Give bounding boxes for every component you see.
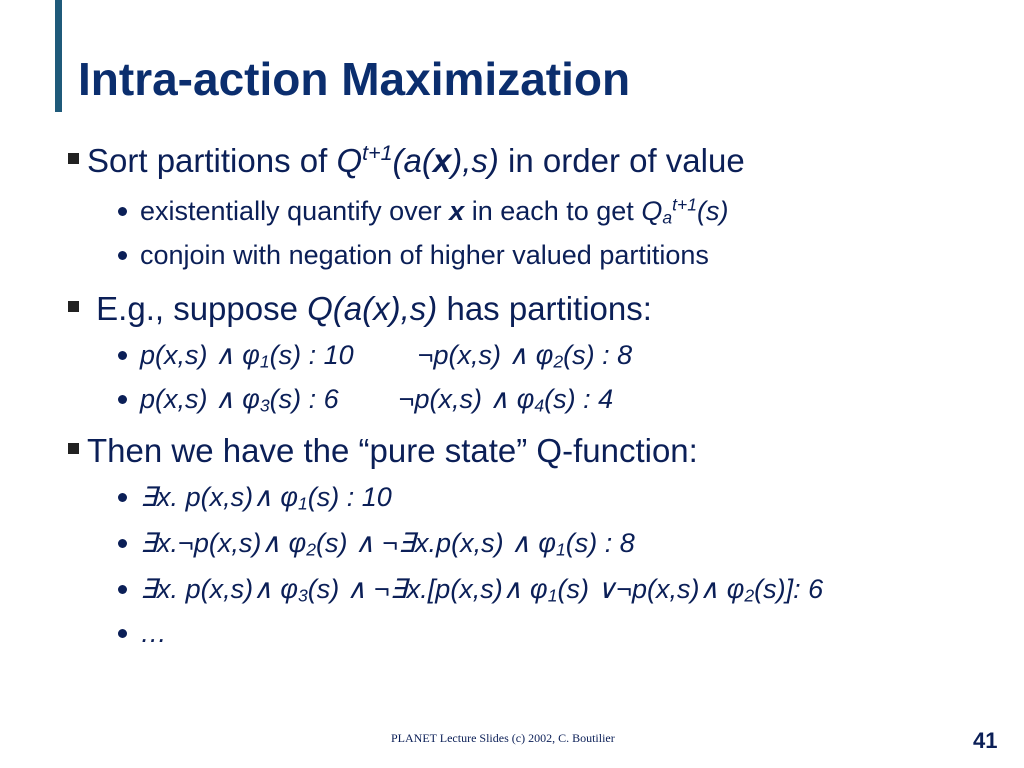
square-bullet-icon — [68, 443, 79, 454]
bullet-text-tail: in order of value — [498, 142, 745, 179]
dot-bullet-icon — [118, 585, 127, 594]
bullet-eg-suppose: E.g., suppose Q(a(x),s) has partitions: — [68, 292, 652, 325]
footer-credit: PLANET Lecture Slides (c) 2002, C. Boutilier — [391, 731, 615, 745]
title-accent-bar — [55, 0, 62, 112]
sub-bullet-qfunc-3: ∃x. p(x,s)∧ $\varphi_3(s)$ ∧ ¬∃x.[p(x,s)∧ $\varphi_1(s)$ ∨¬p(x,s)∧ $\varphi_2(s)$]: 6 — [118, 576, 823, 603]
sub-bullet-partitions-1: p(x,s) ∧ $\varphi_1(s)$ : 10 ¬p(x,s) ∧ $\varphi_2(s)$ : 8 — [118, 342, 632, 369]
dot-bullet-icon — [118, 539, 127, 548]
sub-bullet-partitions-2: p(x,s) ∧ $\varphi_3(s)$ : 6 ¬p(x,s) ∧ $\varphi_4(s)$ : 4 — [118, 386, 613, 413]
dot-bullet-icon — [118, 629, 127, 638]
sub-bullet-qfunc-2: ∃x.¬p(x,s)∧ $\varphi_2(s)$ ∧ ¬∃x.p(x,s) ∧ $\varphi_1(s)$ : 8 — [118, 530, 635, 557]
square-bullet-icon — [68, 301, 79, 312]
q-symbol: $Q^{t+1}(a(x),s)$ — [336, 141, 499, 179]
dot-bullet-icon — [118, 207, 127, 216]
bullet-pure-state: Then we have the “pure state” Q-function: — [68, 434, 698, 467]
dot-bullet-icon — [118, 251, 127, 260]
sub-bullet-existentially: existentially quantify over x in each to get $Q_a^{t+1}(s)$ — [118, 198, 728, 225]
dot-bullet-icon — [118, 493, 127, 502]
page-number: 41 — [973, 728, 998, 753]
dot-bullet-icon — [118, 351, 127, 360]
square-bullet-icon — [68, 153, 79, 164]
sub-bullet-qfunc-1: ∃x. p(x,s)∧ $\varphi_1(s)$ : 10 — [118, 484, 392, 511]
sub-bullet-conjoin: conjoin with negation of higher valued partitions — [118, 242, 709, 269]
slide-title: Intra-action Maximization — [78, 53, 631, 105]
bullet-text: Sort partitions of — [87, 142, 337, 179]
dot-bullet-icon — [118, 395, 127, 404]
sub-bullet-ellipsis: … — [118, 620, 167, 647]
bullet-sort-partitions — [68, 141, 745, 179]
